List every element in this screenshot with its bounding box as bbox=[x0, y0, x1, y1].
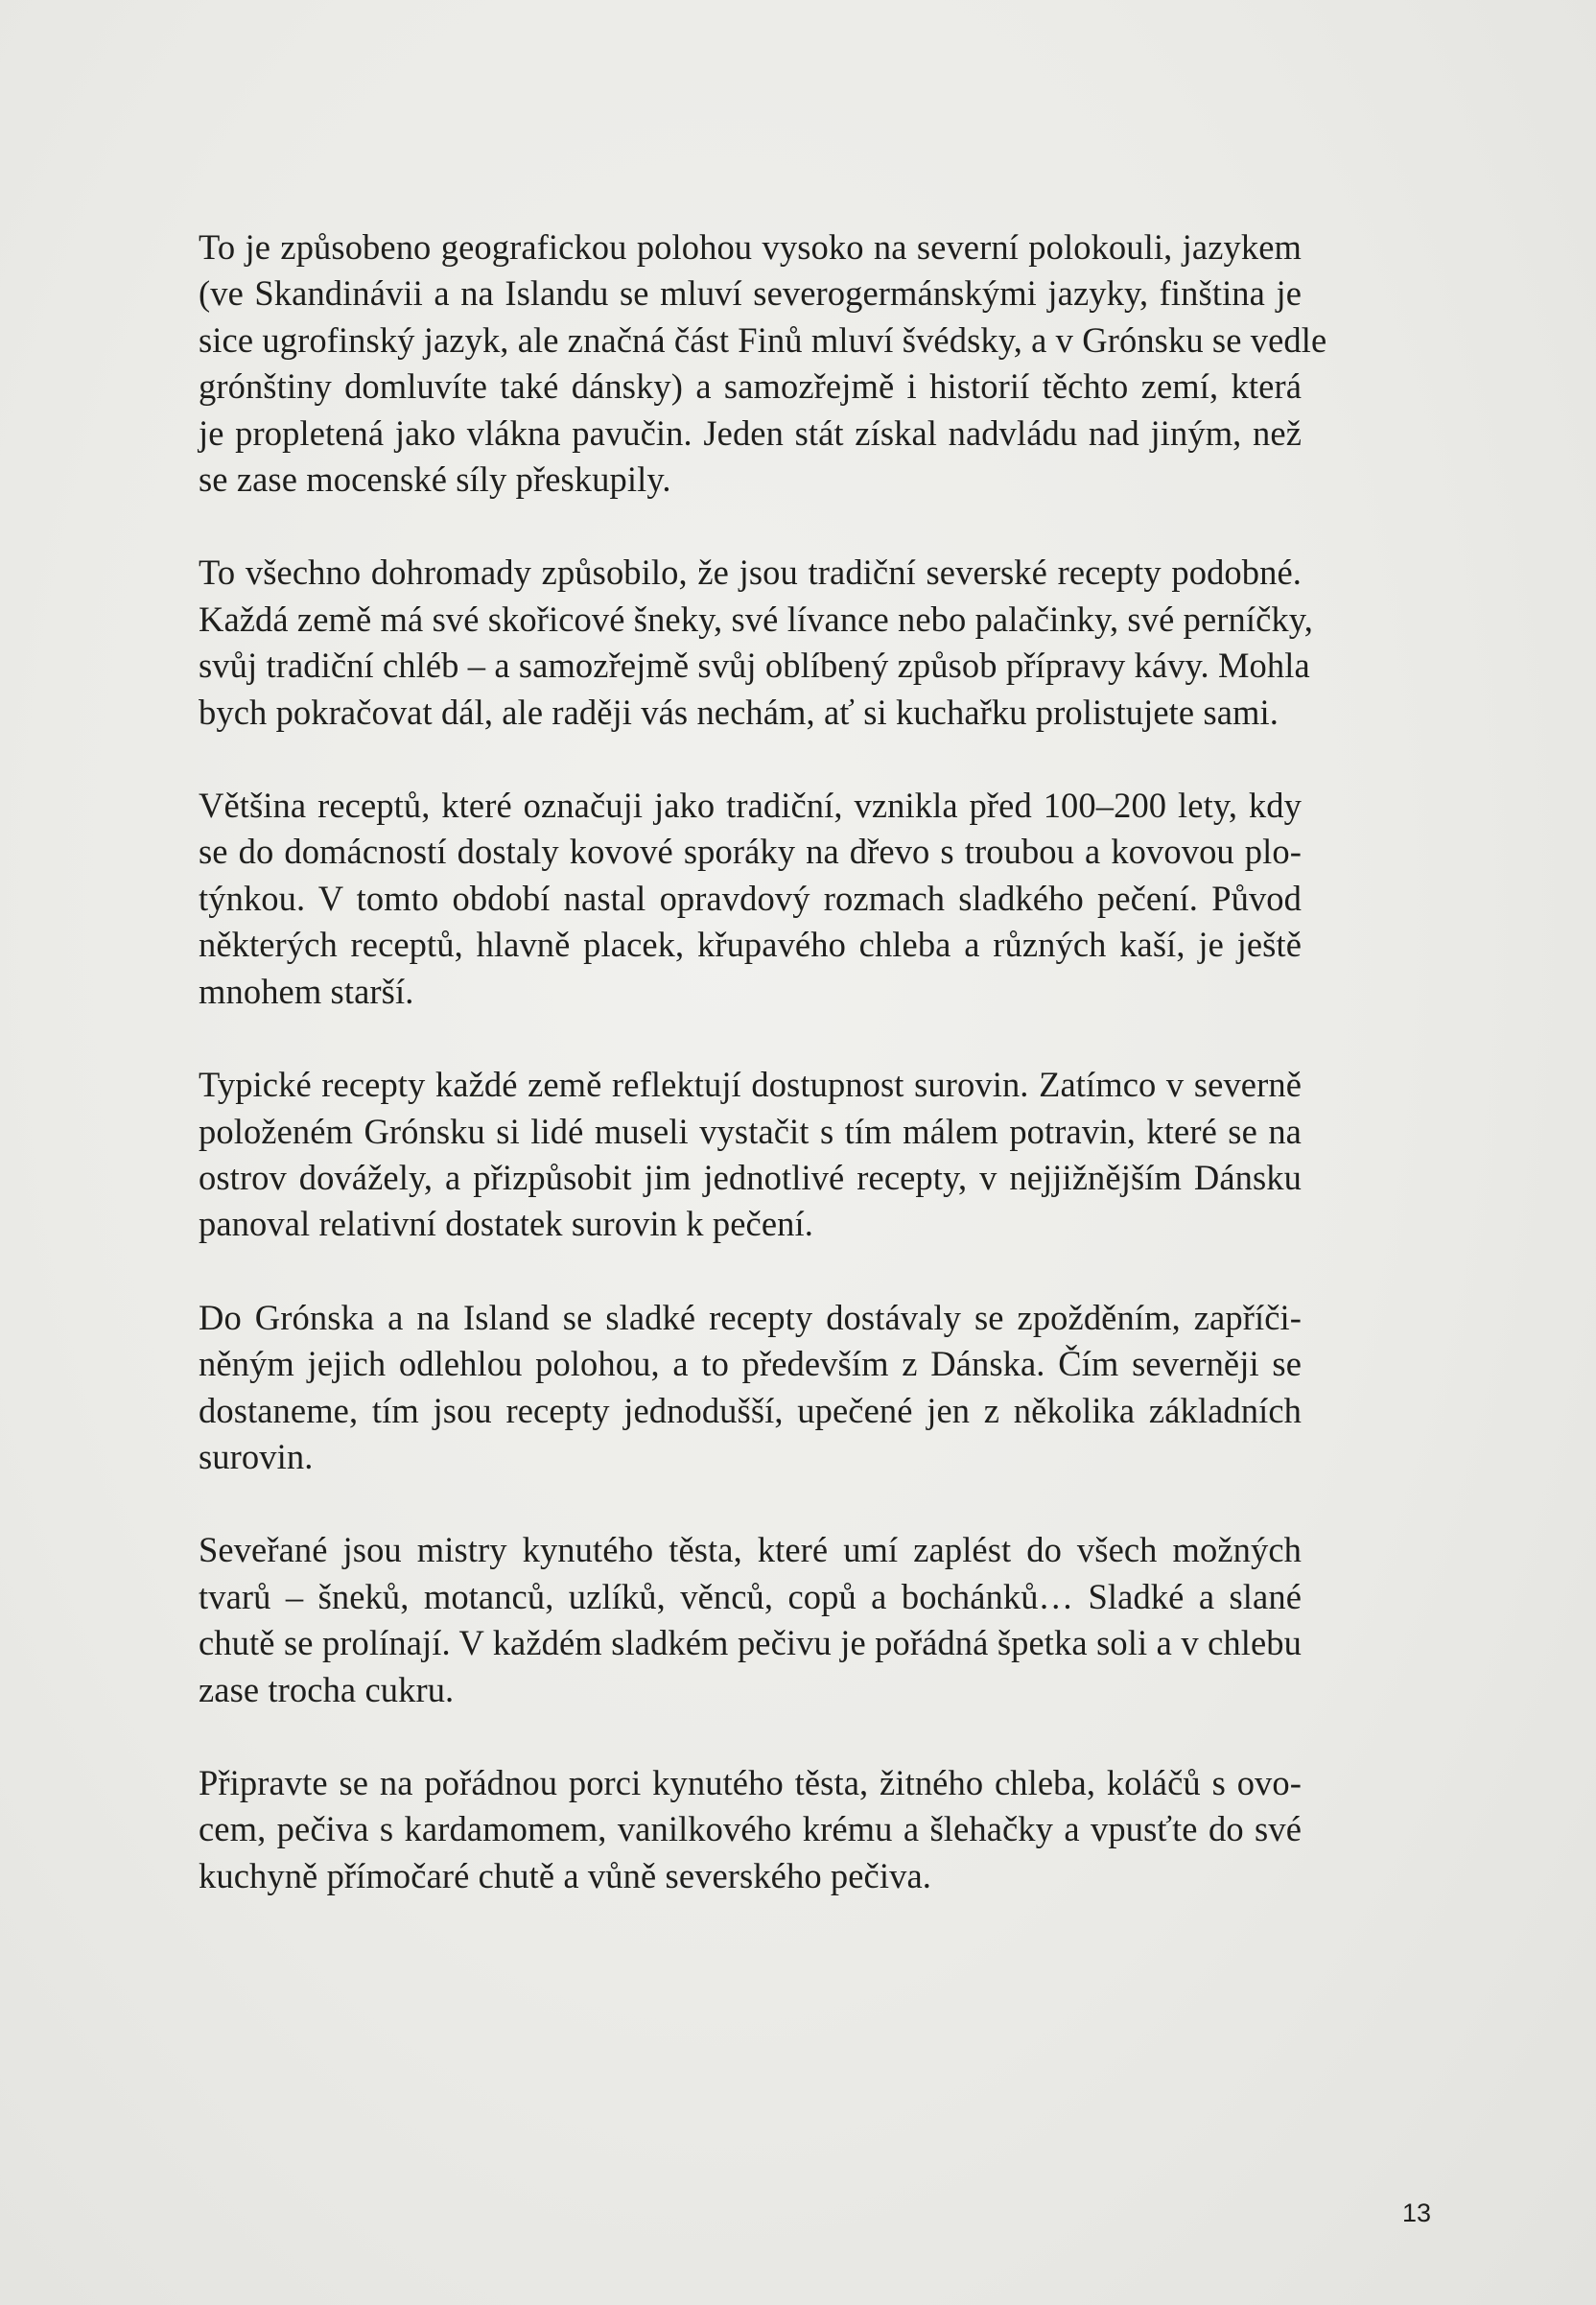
text-line: zase trocha cukru. bbox=[199, 1669, 455, 1709]
text-line: některých receptů, hlavně placek, křupavého chleba a různých kaší, je ještě bbox=[199, 925, 1302, 965]
paragraph-spacer bbox=[199, 1248, 1302, 1295]
text-line: Seveřané jsou mistry kynutého těsta, které umí zaplést do všech možných bbox=[199, 1530, 1302, 1570]
paragraph-4 bbox=[199, 1062, 1302, 1248]
text-line: položeném Grónsku si lidé museli vystačit s tím málem potravin, které se na bbox=[199, 1111, 1302, 1151]
paragraph-spacer bbox=[199, 1015, 1302, 1062]
text-line: týnkou. V tomto období nastal opravdový rozmach sladkého pečení. Původ bbox=[199, 878, 1302, 918]
paragraph-1 bbox=[199, 224, 1327, 503]
text-line: (ve Skandinávii a na Islandu se mluví severogermánskými jazyky, finština je bbox=[199, 273, 1302, 314]
text-line: To všechno dohromady způsobilo, že jsou tradiční severské recepty podobné. bbox=[199, 553, 1302, 593]
paragraph-6 bbox=[199, 1527, 1302, 1713]
text-line: Připravte se na pořádnou porci kynutého těsta, žitného chleba, koláčů s ovo- bbox=[199, 1762, 1302, 1802]
text-line: se zase mocenské síly přeskupily. bbox=[199, 459, 671, 500]
text-line: Typické recepty každé země reflektují dostupnost surovin. Zatímco v severně bbox=[199, 1065, 1302, 1105]
body-text bbox=[199, 224, 1327, 1899]
paragraph-5 bbox=[199, 1295, 1302, 1481]
text-line: tvarů – šneků, motanců, uzlíků, věnců, copů a bochánků… Sladké a slané bbox=[199, 1576, 1302, 1616]
paragraph-2 bbox=[199, 550, 1313, 736]
paragraph-spacer bbox=[199, 1713, 1302, 1760]
text-line: Do Grónska a na Island se sladké recepty dostávaly se zpožděním, zapříči- bbox=[199, 1297, 1302, 1337]
text-line: chutě se prolínají. V každém sladkém pečivu je pořádná špetka soli a v chlebu bbox=[199, 1623, 1302, 1663]
paragraph-spacer bbox=[199, 1480, 1302, 1527]
text-line: svůj tradiční chléb – a samozřejmě svůj oblíbený způsob přípravy kávy. Mohla bbox=[199, 646, 1310, 686]
paragraph-spacer bbox=[199, 503, 1302, 550]
text-line: panoval relativní dostatek surovin k pečení. bbox=[199, 1204, 813, 1244]
paragraph-7 bbox=[199, 1760, 1302, 1899]
text-line: mnohem starší. bbox=[199, 971, 414, 1011]
text-line: grónštiny domluvíte také dánsky) a samozřejmě i historií těchto zemí, která bbox=[199, 366, 1302, 407]
text-line: dostaneme, tím jsou recepty jednodušší, upečené jen z několika základních bbox=[199, 1390, 1302, 1430]
text-line: bych pokračovat dál, ale raději vás nechám, ať si kuchařku prolistujete sami. bbox=[199, 692, 1279, 732]
text-line: ostrov dovážely, a přizpůsobit jim jednotlivé recepty, v nejjižnějším Dánsku bbox=[199, 1157, 1302, 1197]
text-line: sice ugrofinský jazyk, ale značná část Finů mluví švédsky, a v Grónsku se vedle bbox=[199, 319, 1327, 360]
page-number: 13 bbox=[1402, 2199, 1432, 2227]
text-line: Každá země má své skořicové šneky, své lívance nebo palačinky, své perníčky, bbox=[199, 599, 1313, 639]
paragraph-spacer bbox=[199, 736, 1302, 783]
text-line: cem, pečiva s kardamomem, vanilkového krému a šlehačky a vpusťte do své bbox=[199, 1809, 1302, 1849]
text-line: je propletená jako vlákna pavučin. Jeden stát získal nadvládu nad jiným, než bbox=[199, 412, 1302, 453]
text-line: surovin. bbox=[199, 1436, 314, 1476]
text-line: Většina receptů, které označuji jako tradiční, vznikla před 100–200 lety, kdy bbox=[199, 786, 1302, 826]
text-line: kuchyně přímočaré chutě a vůně severského pečiva. bbox=[199, 1855, 931, 1895]
text-line: To je způsobeno geografickou polohou vysoko na severní polokouli, jazykem bbox=[199, 227, 1302, 267]
paragraph-3 bbox=[199, 783, 1302, 1015]
text-line: se do domácností dostaly kovové sporáky na dřevo s troubou a kovovou plo- bbox=[199, 832, 1302, 872]
text-line: něným jejich odlehlou polohou, a to především z Dánska. Čím severněji se bbox=[199, 1344, 1302, 1384]
